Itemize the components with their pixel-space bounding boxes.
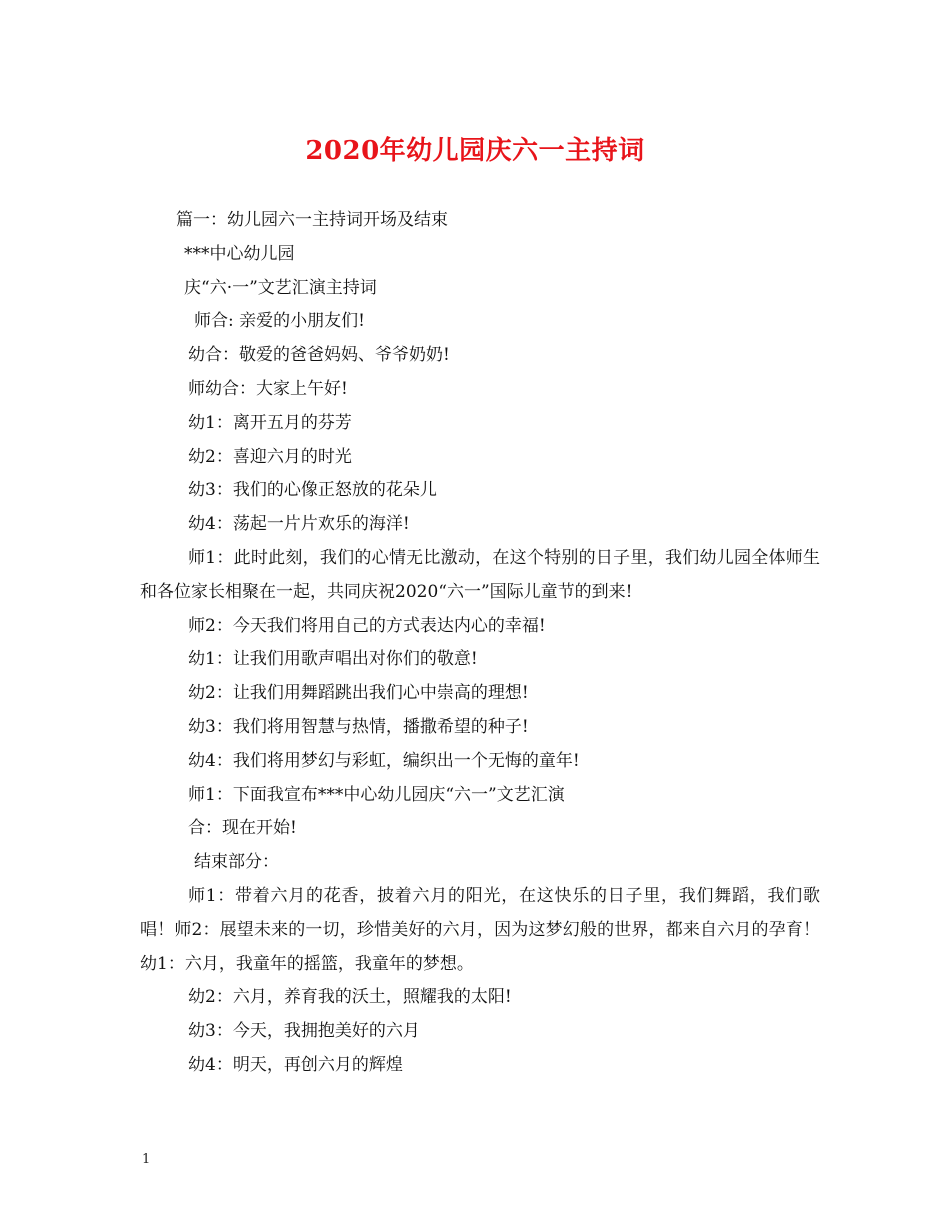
paragraph-line: 幼4：荡起一片片欢乐的海洋! [188,514,410,535]
paragraph-line: 合：现在开始! [188,818,297,839]
paragraph-line: 师幼合：大家上午好! [188,378,348,399]
document-body [140,204,843,1083]
paragraph-line: 幼4：明天，再创六月的辉煌 [188,1054,403,1075]
paragraph-line: 幼1：让我们用歌声唱出对你们的敬意! [188,649,478,670]
paragraph-line: 师2：今天我们将用自己的方式表达内心的幸福! [188,615,546,636]
paragraph-line: 庆“六·一”文艺汇演主持词 [184,277,377,298]
page-number: 1 [142,1152,151,1167]
section-heading: 篇一：幼儿园六一主持词开场及结束 [176,210,448,230]
paragraph-wrapped: 师1：带着六月的花香，披着六月的阳光，在这快乐的日子里，我们舞蹈，我们歌唱！师2：展望未来的一切，珍惜美好的六月，因为这梦幻般的世界，都来自六月的孕育！ 幼1：六月，我童年的摇篮，我童年的梦想。 [140,885,843,974]
paragraph-line: 幼3：我们将用智慧与热情，播撒希望的种子! [188,716,529,737]
paragraph-line: 幼2：让我们用舞蹈跳出我们心中崇高的理想! [188,683,529,704]
paragraph-line: 幼2：六月，养育我的沃土，照耀我的太阳! [188,987,512,1008]
subsection-heading: 结束部分： [194,852,279,873]
paragraph-wrapped: 师1：此时此刻，我们的心情无比激动，在这个特别的日子里，我们幼儿园全体师生和各位家长相聚在一起，共同庆祝2020“六一”国际儿童节的到来! [140,547,820,602]
paragraph-line: 幼3：我们的心像正怒放的花朵儿 [188,480,437,501]
paragraph-line: 幼1：离开五月的芬芳 [188,412,352,433]
paragraph-line: 师合: 亲爱的小朋友们! [194,311,365,332]
paragraph-line: 幼4：我们将用梦幻与彩虹，编织出一个无悔的童年! [188,750,580,771]
paragraph-line: 师1：下面我宣布***中心幼儿园庆“六一”文艺汇演 [188,784,565,805]
document-title: 2020年幼儿园庆六一主持词 [305,136,645,166]
paragraph-line: ***中心幼儿园 [184,243,295,264]
paragraph-line: 幼合：敬爱的爸爸妈妈、爷爷奶奶! [188,345,450,366]
paragraph-line: 幼2：喜迎六月的时光 [188,446,352,467]
paragraph-line: 幼3：今天，我拥抱美好的六月 [188,1021,420,1042]
